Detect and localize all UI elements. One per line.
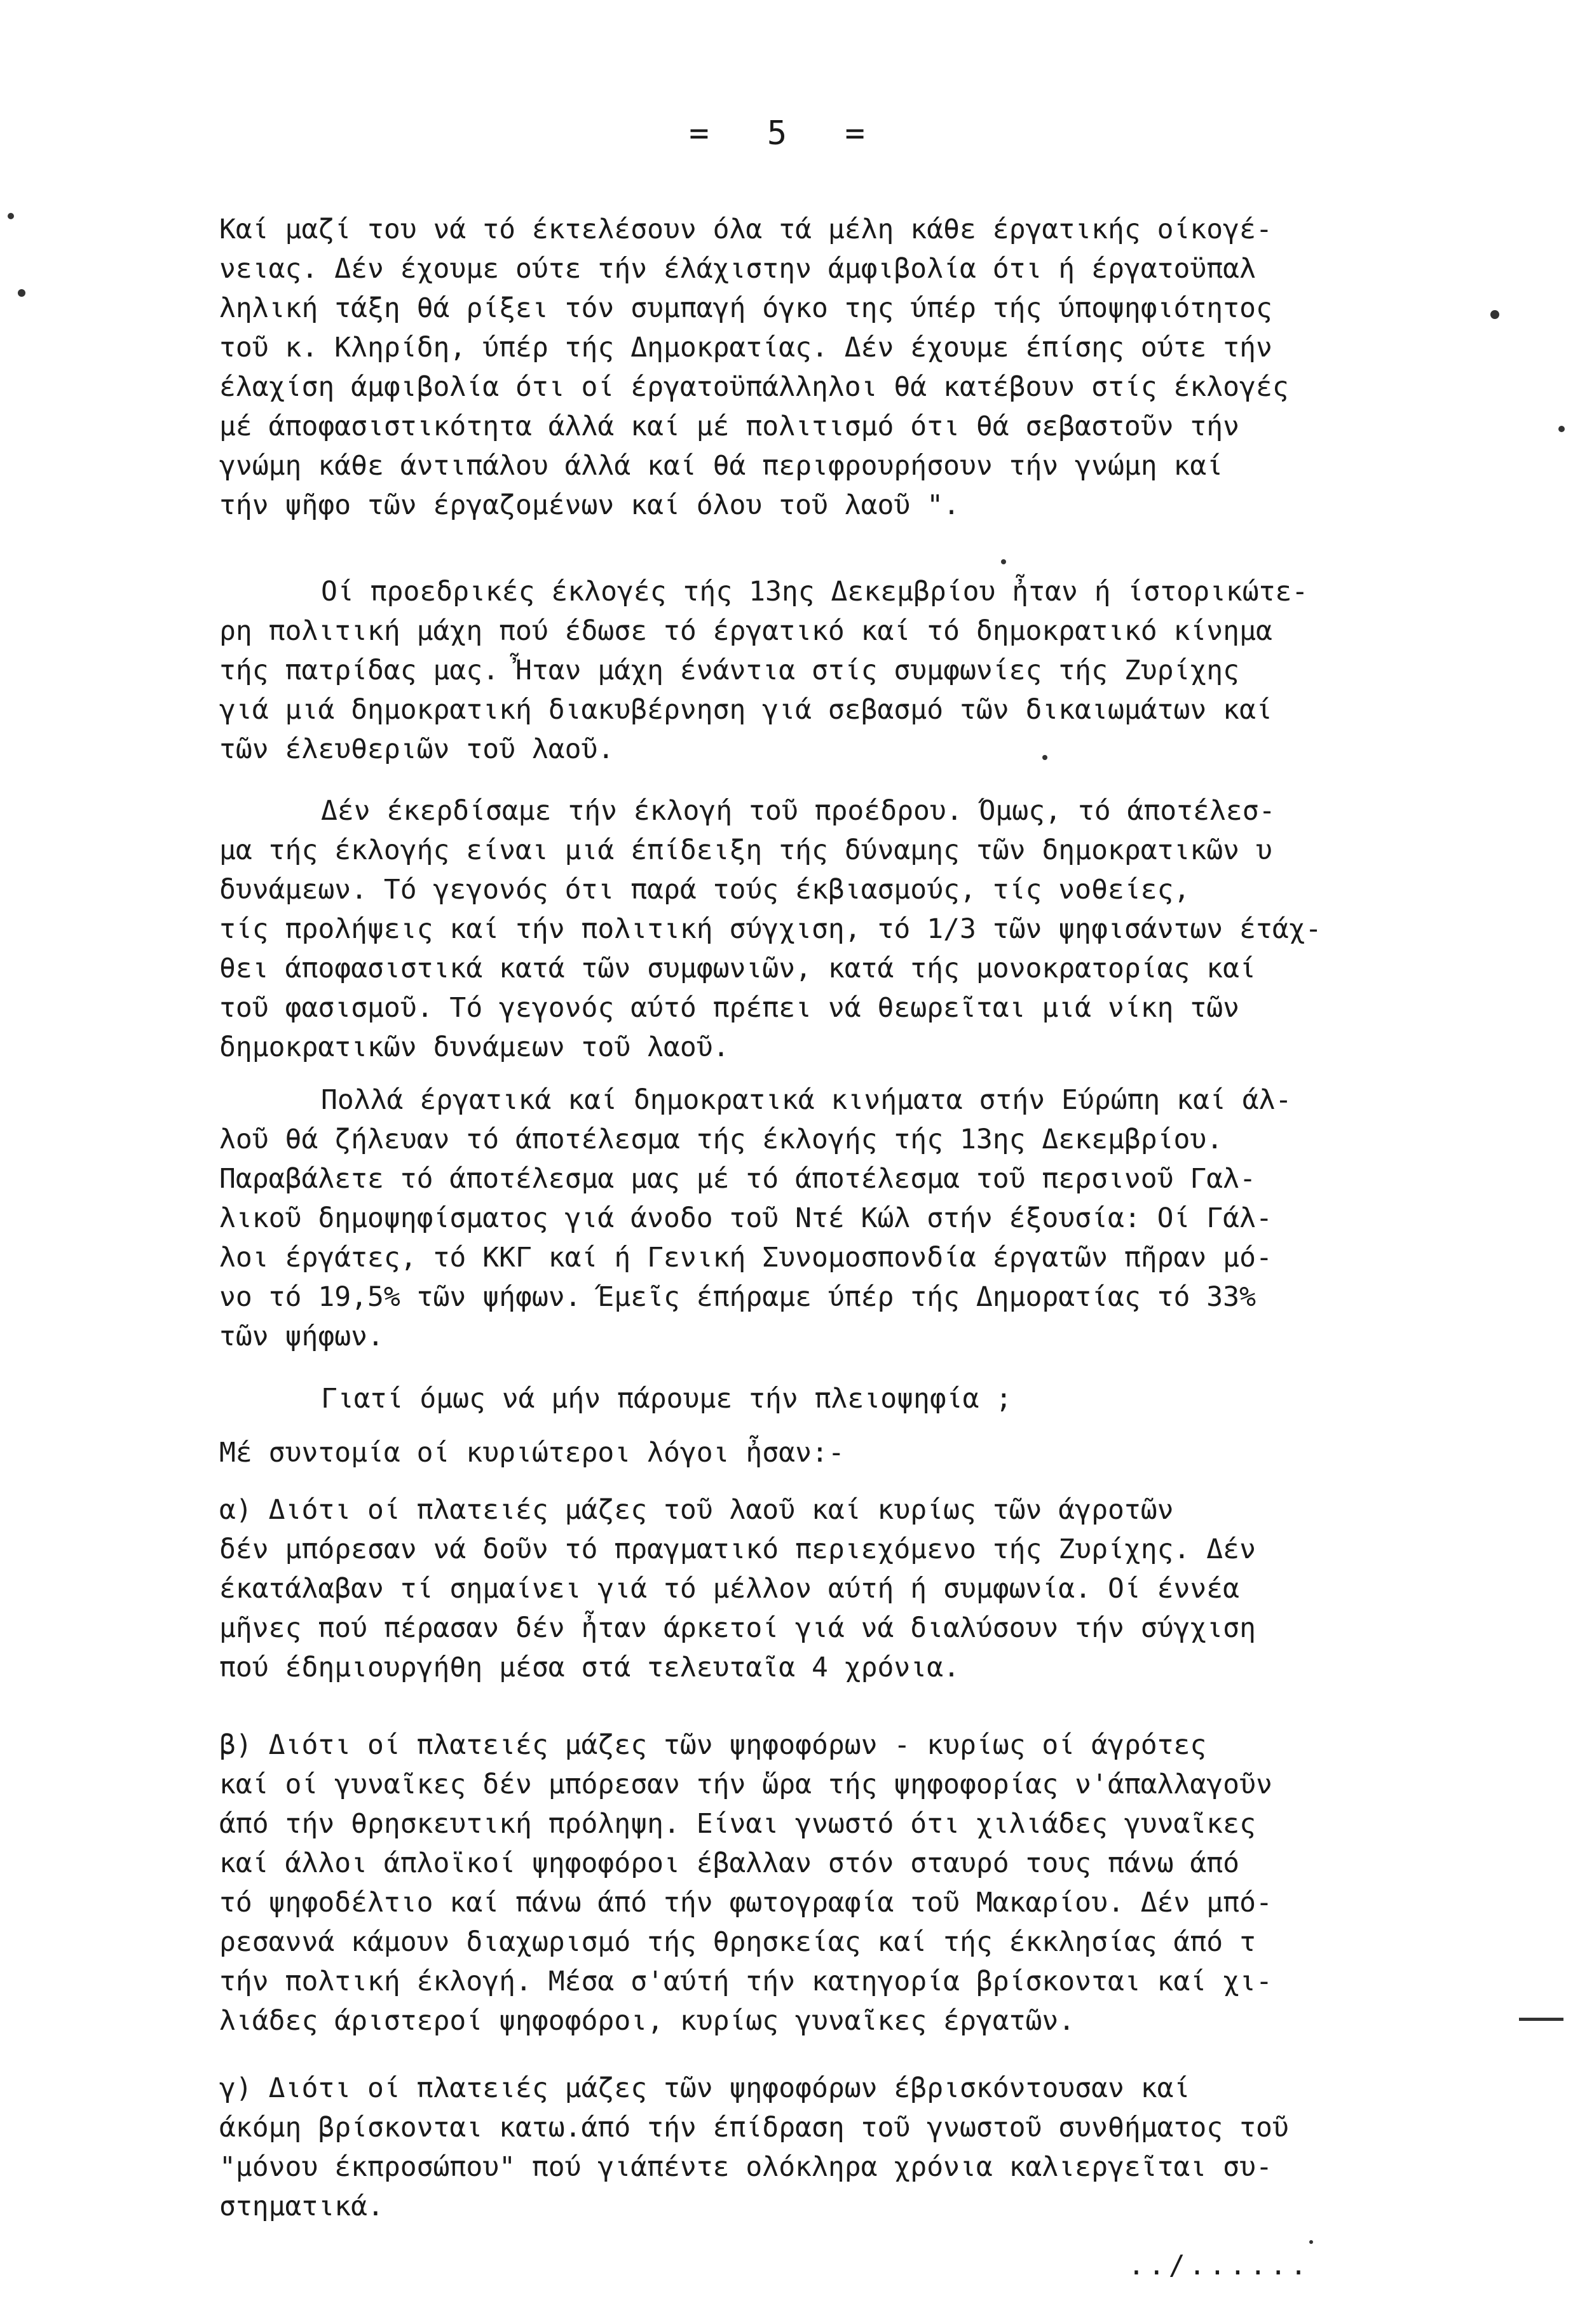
paragraph-1 — [219, 210, 1503, 525]
continuation-mark: ../...... — [1128, 2250, 1311, 2281]
paragraph-text: Δέν έκερδίσαμε τήν έκλογή τοῦ προέδρου. Όμως, τό άποτέλεσ- μα τής έκλογής είναι μιά έπίδειξη τής δύναμης τῶν δημοκρατικῶν υ δυνάμεων. Τό γεγονός ότι παρά τούς έκβιασμούς, τίς νοθείες, τίς προλήψεις καί τήν πολιτική σύγχιση, τό 1/3 τῶν ψηφισάντων έτάχ- θει άποφασιστικά κατά τῶν συμφωνιῶν, κατά τής μονοκρατορίας καί τοῦ φασισμοῦ. Τό γεγονός αύτό πρέπει νά θεωρεῖται μιά νίκη τῶν δημοκρατικῶν δυνάμεων τοῦ λαοῦ. — [219, 795, 1322, 1063]
paragraph-text: γ) Διότι οί πλατειές μάζες τῶν ψηφοφόρων έβρισκόντουσαν καί άκόμη βρίσκονται κατω.άπό τήν έπίδραση τοῦ γνωστοῦ συνθήματος τοῦ "μόνου έκπροσώπου" πού γιάπέντε ολόκληρα χρόνια καλιεργεῖται συ- στηματικά. — [219, 2072, 1289, 2222]
page-number: = 5 = — [689, 114, 884, 153]
question-line — [219, 1379, 1503, 1418]
scan-speck — [1001, 559, 1006, 564]
paragraph-text: α) Διότι οί πλατειές μάζες τοῦ λαοῦ καί κυρίως τῶν άγροτῶν δέν μπόρεσαν νά δοῦν τό πραγματικό περιεχόμενο τής Ζυρίχης. Δέν έκατάλαβαν τί σημαίνει γιά τό μέλλον αύτή ή συμφωνία. Οί έννέα μῆνες πού πέρασαν δέν ἦταν άρκετοί γιά νά διαλύσουν τήν σύγχιση πού έδημιουργήθη μέσα στά τελευταῖα 4 χρόνια. — [219, 1494, 1256, 1683]
paragraph-text: β) Διότι οί πλατειές μάζες τῶν ψηφοφόρων - κυρίως οί άγρότες καί οί γυναῖκες δέν μπόρεσαν τήν ὥρα τής ψηφοφορίας ν'άπαλλαγοῦν άπό τήν θρησκευτική πρόληψη. Είναι γνωστό ότι χιλιάδες γυναῖκες καί άλλοι άπλοϊκοί ψηφοφόροι έβαλλαν στόν σταυρό τους πάνω άπό τό ψηφοδέλτιο καί πάνω άπό τήν φωτογραφία τοῦ Μακαρίου. Δέν μπό- ρεσαννά κάμουν διαχωρισμό τής θρησκείας καί τής έκκλησίας άπό τ τήν πολτική έκλογή. Μέσα σ'αύτή τήν κατηγορία βρίσκονται καί χι- λιάδες άριστεροί ψηφοφόροι, κυρίως γυναῖκες έργατῶν. — [219, 1729, 1272, 2037]
paragraph-text: Καί μαζί του νά τό έκτελέσουν όλα τά μέλη κάθε έργατικής οίκογέ- νειας. Δέν έχουμε ούτε τήν έλάχιστην άμφιβολία ότι ή έργατοϋπαλ ληλική τάξη θά ρίξει τόν συμπαγή όγκο της ύπέρ τής ύποψηφιότητος τοῦ κ. Κληρίδη, ύπέρ τής Δημοκρατίας. Δέν έχουμε έπίσης ούτε τήν έλαχίση άμφιβολία ότι οί έργατοϋπάλληλοι θά κατέβουν στίς έκλογές μέ άποφασιστικότητα άλλά καί μέ πολιτισμό ότι θά σεβαστοῦν τήν γνώμη κάθε άντιπάλου άλλά καί θά περιφρουρήσουν τήν γνώμη καί τήν ψῆφο τῶν έργαζομένων καί όλου τοῦ λαοῦ ". — [219, 214, 1289, 521]
scan-speck — [1042, 755, 1047, 760]
paragraph-text: Γιατί όμως νά μήν πάρουμε τήν πλειοψηφία ; — [321, 1383, 1012, 1415]
reason-c — [219, 2069, 1503, 2226]
margin-dash — [1519, 2018, 1563, 2021]
paragraph-2 — [219, 572, 1503, 769]
paragraph-text: Μέ συντομία οί κυριώτεροι λόγοι ἦσαν:- — [219, 1437, 845, 1469]
scan-speck — [18, 289, 25, 297]
reason-b — [219, 1725, 1503, 2041]
scan-speck — [1309, 2240, 1313, 2244]
paragraph-text: Οί προεδρικές έκλογές τής 13ης Δεκεμβρίου ἦταν ή ίστορικώτε- ρη πολιτική μάχη πού έδωσε τό έργατικό καί τό δημοκρατικό κίνημα τής πατρίδας μας. Ἦταν μάχη ένάντια στίς συμφωνίες τής Ζυρίχης γιά μιά δημοκρατική διακυβέρνηση γιά σεβασμό τῶν δικαιωμάτων καί τῶν έλευθεριῶν τοῦ λαοῦ. — [219, 576, 1309, 765]
paragraph-3 — [219, 791, 1503, 1067]
scan-speck — [1558, 426, 1565, 432]
reasons-intro — [219, 1433, 1503, 1472]
paragraph-text: Πολλά έργατικά καί δημοκρατικά κινήματα στήν Εύρώπη καί άλ- λοῦ θά ζήλευαν τό άποτέλεσμα τής έκλογής τής 13ης Δεκεμβρίου. Παραβάλετε τό άποτέλεσμα μας μέ τό άποτέλεσμα τοῦ περσινοῦ Γαλ- λικοῦ δημοψηφίσματος γιά άνοδο τοῦ Ντέ Κώλ στήν έξουσία: Οί Γάλ- λοι έργάτες, τό ΚΚΓ καί ή Γενική Συνομοσπονδία έργατῶν πῆραν μό- νο τό 19,5% τῶν ψήφων. Έμεῖς έπήραμε ύπέρ τής Δημορατίας τό 33% τῶν ψήφων. — [219, 1084, 1292, 1352]
reason-a — [219, 1490, 1503, 1687]
scan-speck — [1490, 310, 1499, 319]
scan-speck — [8, 213, 14, 219]
paragraph-4 — [219, 1080, 1503, 1356]
